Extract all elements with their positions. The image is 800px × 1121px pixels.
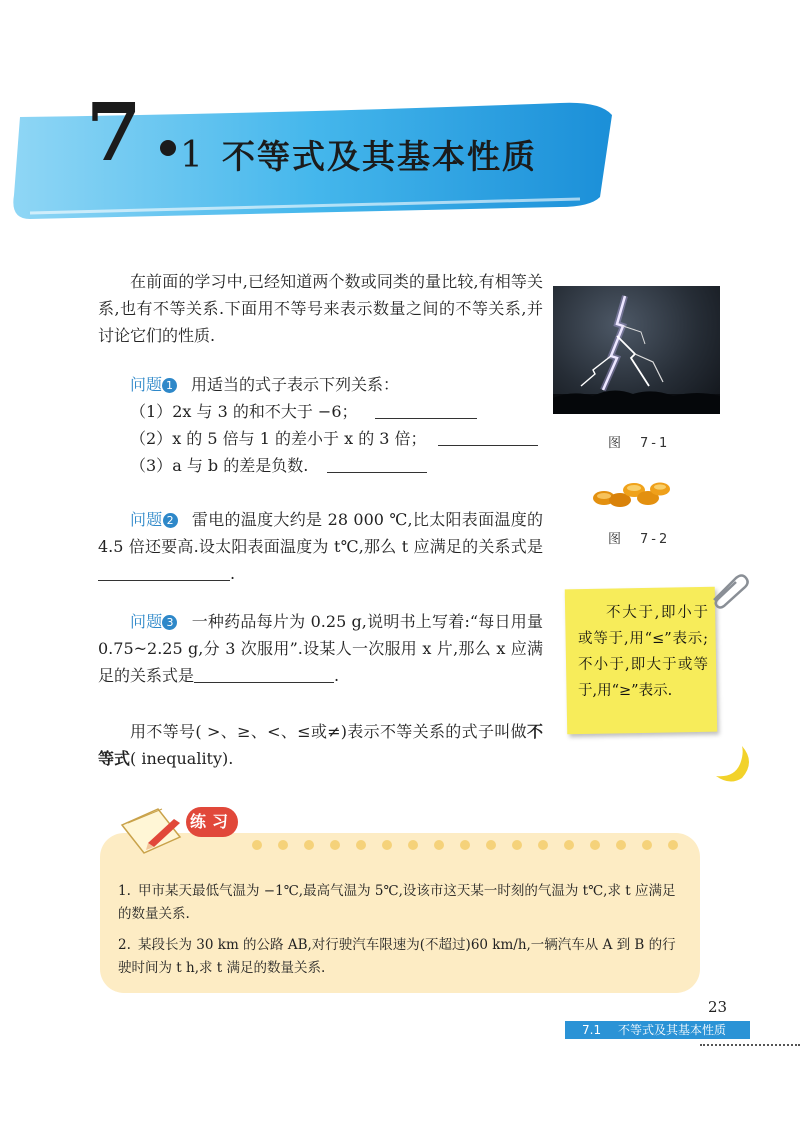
question-number-badge: 2	[163, 513, 178, 528]
question-text: 一种药品每片为 0.25 g,说明书上写着:“每日用量 0.75~2.25 g,分 3 次服用”.设某人一次服用 x 片,那么 x 应满足的关系式是	[98, 612, 543, 685]
chapter-number: 7	[86, 85, 142, 179]
item-prefix: （1）	[130, 402, 173, 421]
item-text: 某段长为 30 km 的公路 AB,对行驶汽车限速为(不超过)60 km/h,一辆汽车从 A 到 B 的行驶时间为 t h,求 t 满足的数量关系.	[118, 937, 676, 976]
item-prefix: （2）	[130, 429, 173, 448]
definition-paragraph	[98, 718, 543, 772]
question-text: 雷电的温度大约是 28 000 ℃,比太阳表面温度的 4.5 倍还要高.设太阳表面温度为 t℃,那么 t 应满足的关系式是	[98, 510, 543, 556]
footer-section-number: 7.1	[582, 1023, 602, 1037]
practice-badge: 练习	[186, 807, 238, 837]
item-text: 甲市某天最低气温为 −1℃,最高气温为 5℃,设该市这天某一时刻的气温为 t℃,求 t 应满足的数量关系.	[118, 883, 676, 922]
question-number-badge: 1	[162, 378, 177, 393]
item-text: x 的 5 倍与 1 的差小于 x 的 3 倍；	[172, 429, 427, 448]
answer-blank[interactable]	[375, 404, 477, 419]
question-2	[98, 506, 543, 587]
answer-blank[interactable]	[438, 431, 538, 446]
question-1	[130, 371, 530, 398]
item-text: a 与 b 的差是负数.	[172, 456, 309, 475]
item-number: 1.	[118, 883, 131, 899]
question-label: 问题	[130, 510, 163, 529]
notebook-pencil-icon	[118, 803, 188, 855]
pills-image	[592, 478, 672, 508]
note-text: 不大于,即小于或等于,用“≤”表示;不小于,即大于或等于,用“≥”表示.	[578, 605, 708, 699]
item-prefix: （3）	[130, 456, 173, 475]
intro-paragraph: 在前面的学习中,已经知道两个数或同类的量比较,有相等关系,也有不等关系.下面用不等号来表示数量之间的不等关系,并讨论它们的性质.	[98, 272, 543, 345]
practice-item-1	[118, 880, 688, 926]
answer-blank[interactable]	[98, 566, 230, 581]
question-1-item-2	[130, 425, 550, 452]
crescent-moon-icon	[712, 742, 752, 784]
figure-caption: 图 7-2	[608, 532, 671, 547]
answer-blank[interactable]	[327, 458, 427, 473]
figure-caption: 图 7-1	[608, 436, 671, 451]
question-1-item-1	[130, 398, 550, 425]
lightning-photo	[553, 286, 720, 414]
footer-section-title: 不等式及其基本性质	[618, 1023, 727, 1037]
item-text: 2x 与 3 的和不大于 −6；	[172, 402, 358, 421]
question-label: 问题	[130, 375, 163, 394]
question-label: 问题	[130, 612, 163, 631]
decorative-dots	[250, 838, 680, 852]
section-title: 不等式及其基本性质	[222, 137, 537, 176]
definition-term: 不等式	[98, 722, 543, 768]
question-prompt: 用适当的式子表示下列关系：	[191, 375, 400, 394]
definition-text: 用不等号( >、≥、<、≤或≠)表示不等关系的式子叫做	[130, 722, 527, 741]
question-end: .	[230, 564, 236, 583]
page-number: 23	[708, 998, 728, 1016]
paperclip-icon	[706, 570, 751, 610]
question-end: .	[334, 666, 340, 685]
question-number-badge: 3	[162, 615, 177, 630]
practice-item-2	[118, 934, 688, 980]
footer-dotted-line	[700, 1044, 800, 1046]
item-number: 2.	[118, 937, 131, 953]
section-number: 1	[180, 135, 203, 176]
question-3	[98, 608, 543, 689]
chapter-dot	[160, 140, 176, 156]
question-1-item-3	[130, 452, 550, 479]
answer-blank[interactable]	[194, 668, 334, 683]
definition-text-end: ( inequality).	[130, 749, 234, 768]
